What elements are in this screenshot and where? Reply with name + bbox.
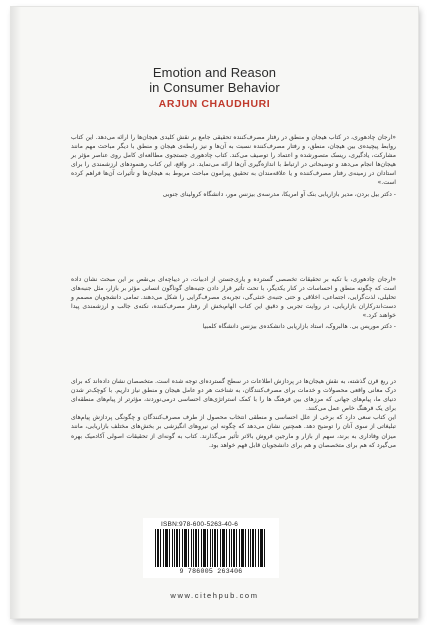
description-paragraph-1: در ربع قرن گذشته، به نقش هیجان‌ها در پردازش اطلاعات در سطح گسترده‌ای توجه شده است. متخصصان نشان داده‌اند که برای درک معانی واقعی محصولات و خدمات برای مصرف‌کنندگان، به شناخت هر دو عامل هیجان و منطق نیاز داریم. با کوچک‌تر شدن دنیای ما، پیام‌های جهانی که مرزهای بین فرهنگ ها را با کمک استراتژی‌های احساسی درمی‌نوردند، مؤثرتر از پیام‌های منطقه‌ای برای یک فرهنگ خاص عمل می‌کنند. — [71, 378, 396, 413]
isbn-label: ISBN:978-600-5263-40-6 — [161, 521, 239, 528]
testimonial-text: «ارجان چادهوری، با تکیه بر تحقیقات تخصصی گسترده و یاری‌جستن از ادبیات، در دیباچه‌ای بی‌نقص بر این مبحث نشان داده است که چگونه منطق و احساسات در کنار یکدیگر، با تحت تأثیر قرار دادن جنبه‌های گوناگون انسانی مؤثر بر بازار، مثل جنبه‌های تحلیلی، لذت‌گرایی، اجتماعی، اخلاقی و حتی جنبه‌ی خنثی‌گی، تجربه‌ی مصرف‌گرایی را شکل می‌دهند. تمامی دانشجویان مصمم و دست‌اندرکاران بازاریابی، در روایت تجربی و دقیق این کتاب الهام‌بخش از رفتار مصرف‌کننده، نکته‌ی جالب و ارزشمندی پیدا خواهند کرد.» — [71, 276, 396, 320]
testimonial-text: «ارجان چادهوری، در کتاب هیجان و منطق در رفتار مصرف‌کننده تحقیقی جامع بر نقش کلیدی هیجان‌ها را ارائه می‌دهد. این کتاب روابط پیچیده‌ی بین هیجان، منطق، و رفتار مصرف‌کننده نسبت به آن‌ها و نیز رابطه‌ی هیجان و منطق با دیگر مباحث مهم مانند مشارکت، یادگیری، ریسک متصورشده و اعتماد را توصیف می‌کند. کتاب چادهوری جستجوی مطالعه‌ای کامل روی عناصر مؤثر بر هیجان‌ها انجام می‌دهد و توضیحاتی در ارتباط با اندازه‌گیری آن‌ها ارائه می‌نماید. در واقع، این کتاب رهنمودهای ارزشمندی را برای استادان در زمینه‌ی رفتار مصرف‌کننده و یا علاقه‌مندان به تحقیق پیرامون مباحث مربوط به هیجان‌ها و تأثیرات آن‌ها فراهم کرده است.» — [71, 134, 396, 187]
testimonial-1 — [71, 133, 396, 199]
testimonial-2 — [71, 275, 396, 332]
title-block — [11, 65, 418, 110]
book-description — [71, 377, 396, 450]
book-back-cover — [11, 7, 418, 618]
testimonial-signature: - دکتر بیل بردن، مدیر بازاریابی بنک آو امریکا، مدرسه‌ی بیزنس مور، دانشگاه کرولینای جنوبی — [162, 190, 396, 198]
barcode-box — [143, 518, 279, 578]
publisher-website: www.citehpub.com — [170, 591, 259, 600]
description-paragraph-2: این کتاب سعی دارد که برخی از علل احساسی و منطقی انتخاب محصول از طرف مصرف‌کنندگان و چگونگی پردازش پیام‌های تبلیغاتی از سوی آنان را توضیح دهد. همچنین نشان می‌دهد که چگونه این نیروهای انگیزشی بر بخش‌های مختلف بازاریابی، مانند میزان وفاداری به برند، سهم از بازار و مارجین فروش بالاتر تأثیر می‌گذارند. کتاب به گونه‌ای از تحقیقات اصولی آکادمیک بهره می‌گیرد که هم برای متخصصان و هم برای دانشجویان قابل فهم خواهد بود. — [71, 414, 396, 449]
barcode-icon — [155, 529, 267, 567]
author-name: ARJUN CHAUDHURI — [158, 98, 271, 110]
book-title-line-1: Emotion and Reason — [152, 65, 277, 80]
testimonial-signature: - دکتر موریس بی. هالبروک، استاد بازاریابی دانشکده‌ی بیزنس دانشگاه کلمبیا — [202, 323, 396, 331]
book-title-line-2: in Consumer Behavior — [149, 80, 280, 95]
barcode-number: 9 786005 263406 — [179, 568, 243, 575]
